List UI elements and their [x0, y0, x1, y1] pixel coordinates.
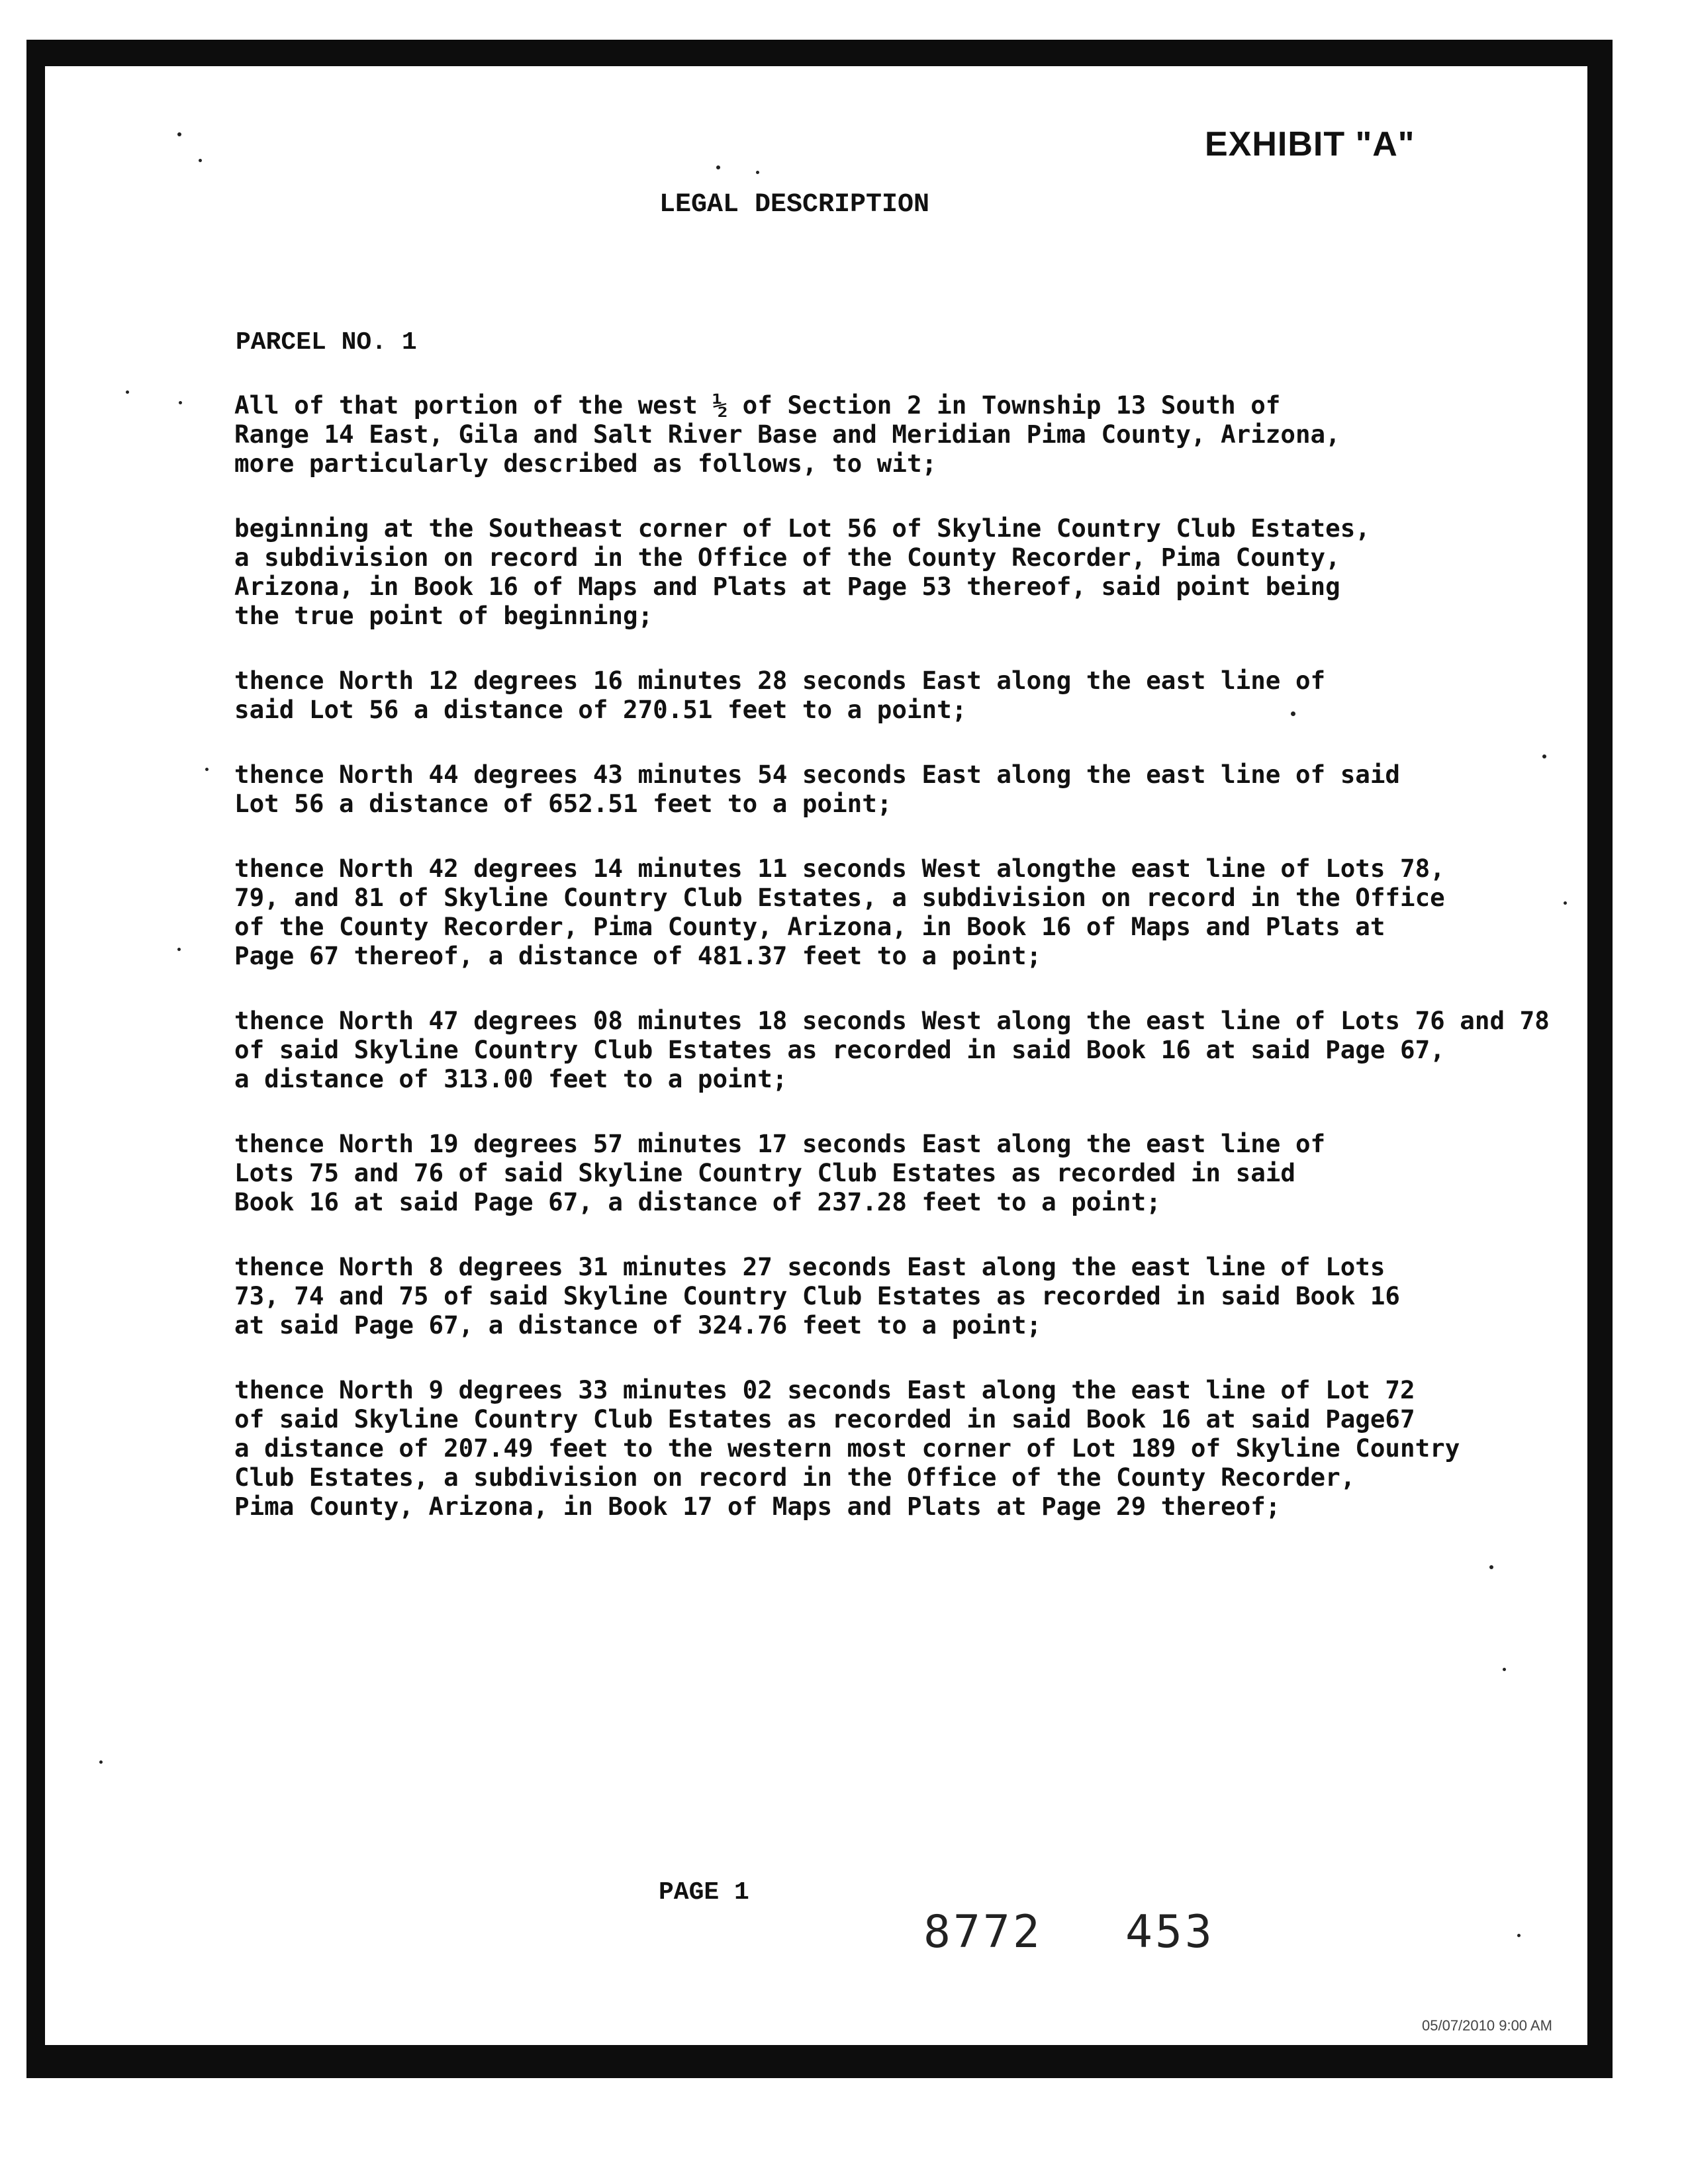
paragraph-intro: [234, 390, 1565, 478]
paragraph-course: [234, 1129, 1565, 1216]
paragraph-course: [234, 854, 1565, 970]
text-line: beginning at the Southeast corner of Lot 56 of Skyline Country Club Estates,: [234, 514, 1370, 543]
text-line: at said Page 67, a distance of 324.76 feet to a point;: [234, 1310, 1042, 1340]
text-line: All of that portion of the west ½ of Section 2 in Township 13 South of: [234, 390, 1281, 420]
text-line: Club Estates, a subdivision on record in the Office of the County Recorder,: [234, 1463, 1356, 1492]
paragraph-course: [234, 1006, 1565, 1093]
text-line: 79, and 81 of Skyline Country Club Estates, a subdivision on record in the Office: [234, 883, 1445, 912]
text-line: of said Skyline Country Club Estates as recorded in said Book 16 at said Page67: [234, 1404, 1415, 1433]
text-line: the true point of beginning;: [234, 601, 653, 630]
recording-book-number: 8772: [923, 1906, 1043, 1958]
scan-speckle: [99, 1760, 103, 1764]
text-line: Arizona, in Book 16 of Maps and Plats at Page 53 thereof, said point being: [234, 572, 1340, 601]
scan-speckle: [205, 768, 209, 771]
paragraph-course: [234, 666, 1565, 724]
recording-page-number: 453: [1125, 1906, 1215, 1958]
exhibit-title: EXHIBIT "A": [1205, 125, 1415, 163]
page-number: PAGE 1: [659, 1878, 749, 1907]
scan-speckle: [179, 401, 182, 404]
text-line: of said Skyline Country Club Estates as recorded in said Book 16 at said Page 67,: [234, 1035, 1445, 1064]
text-line: more particularly described as follows, to wit;: [234, 449, 937, 478]
text-line: Lot 56 a distance of 652.51 feet to a point;: [234, 789, 892, 818]
scan-speckle: [1489, 1565, 1493, 1569]
text-line: a distance of 313.00 feet to a point;: [234, 1064, 788, 1093]
text-line: thence North 42 degrees 14 minutes 11 seconds West alongthe east line of Lots 78,: [234, 854, 1445, 883]
text-line: thence North 47 degrees 08 minutes 18 seconds West along the east line of Lots 76 and 78: [234, 1006, 1550, 1035]
text-line: a distance of 207.49 feet to the western most corner of Lot 189 of Skyline Country: [234, 1433, 1460, 1463]
scan-speckle: [126, 390, 129, 394]
scan-speckle: [1517, 1934, 1521, 1937]
text-line: thence North 8 degrees 31 minutes 27 seconds East along the east line of Lots: [234, 1252, 1385, 1281]
legal-description-body: [234, 390, 1565, 1557]
document-heading: LEGAL DESCRIPTION: [659, 190, 930, 220]
scan-speckle: [716, 165, 720, 169]
parcel-label: PARCEL NO. 1: [236, 328, 417, 357]
scan-speckle: [1503, 1668, 1506, 1671]
paragraph-beginning: [234, 514, 1565, 630]
scan-speckle: [756, 171, 759, 174]
text-line: thence North 9 degrees 33 minutes 02 seconds East along the east line of Lot 72: [234, 1375, 1415, 1404]
text-line: Range 14 East, Gila and Salt River Base and Meridian Pima County, Arizona,: [234, 420, 1340, 449]
text-line: thence North 19 degrees 57 minutes 17 seconds East along the east line of: [234, 1129, 1326, 1158]
text-line: thence North 44 degrees 43 minutes 54 seconds East along the east line of said: [234, 760, 1400, 789]
text-line: Book 16 at said Page 67, a distance of 237.28 feet to a point;: [234, 1187, 1161, 1216]
scan-speckle: [199, 159, 202, 162]
text-line: a subdivision on record in the Office of the County Recorder, Pima County,: [234, 543, 1340, 572]
scan-timestamp: 05/07/2010 9:00 AM: [1422, 2017, 1552, 2034]
text-line: thence North 12 degrees 16 minutes 28 seconds East along the east line of: [234, 666, 1326, 695]
paragraph-course: [234, 1252, 1565, 1340]
text-line: Page 67 thereof, a distance of 481.37 feet to a point;: [234, 941, 1042, 970]
text-line: Pima County, Arizona, in Book 17 of Maps and Plats at Page 29 thereof;: [234, 1492, 1281, 1521]
scan-speckle: [177, 132, 181, 136]
text-line: 73, 74 and 75 of said Skyline Country Club Estates as recorded in said Book 16: [234, 1281, 1400, 1310]
scan-speckle: [177, 948, 181, 951]
paragraph-course: [234, 760, 1565, 818]
text-line: Lots 75 and 76 of said Skyline Country Club Estates as recorded in said: [234, 1158, 1295, 1187]
text-line: of the County Recorder, Pima County, Arizona, in Book 16 of Maps and Plats at: [234, 912, 1385, 941]
text-line: said Lot 56 a distance of 270.51 feet to a point;: [234, 695, 967, 724]
paragraph-course: [234, 1375, 1565, 1521]
